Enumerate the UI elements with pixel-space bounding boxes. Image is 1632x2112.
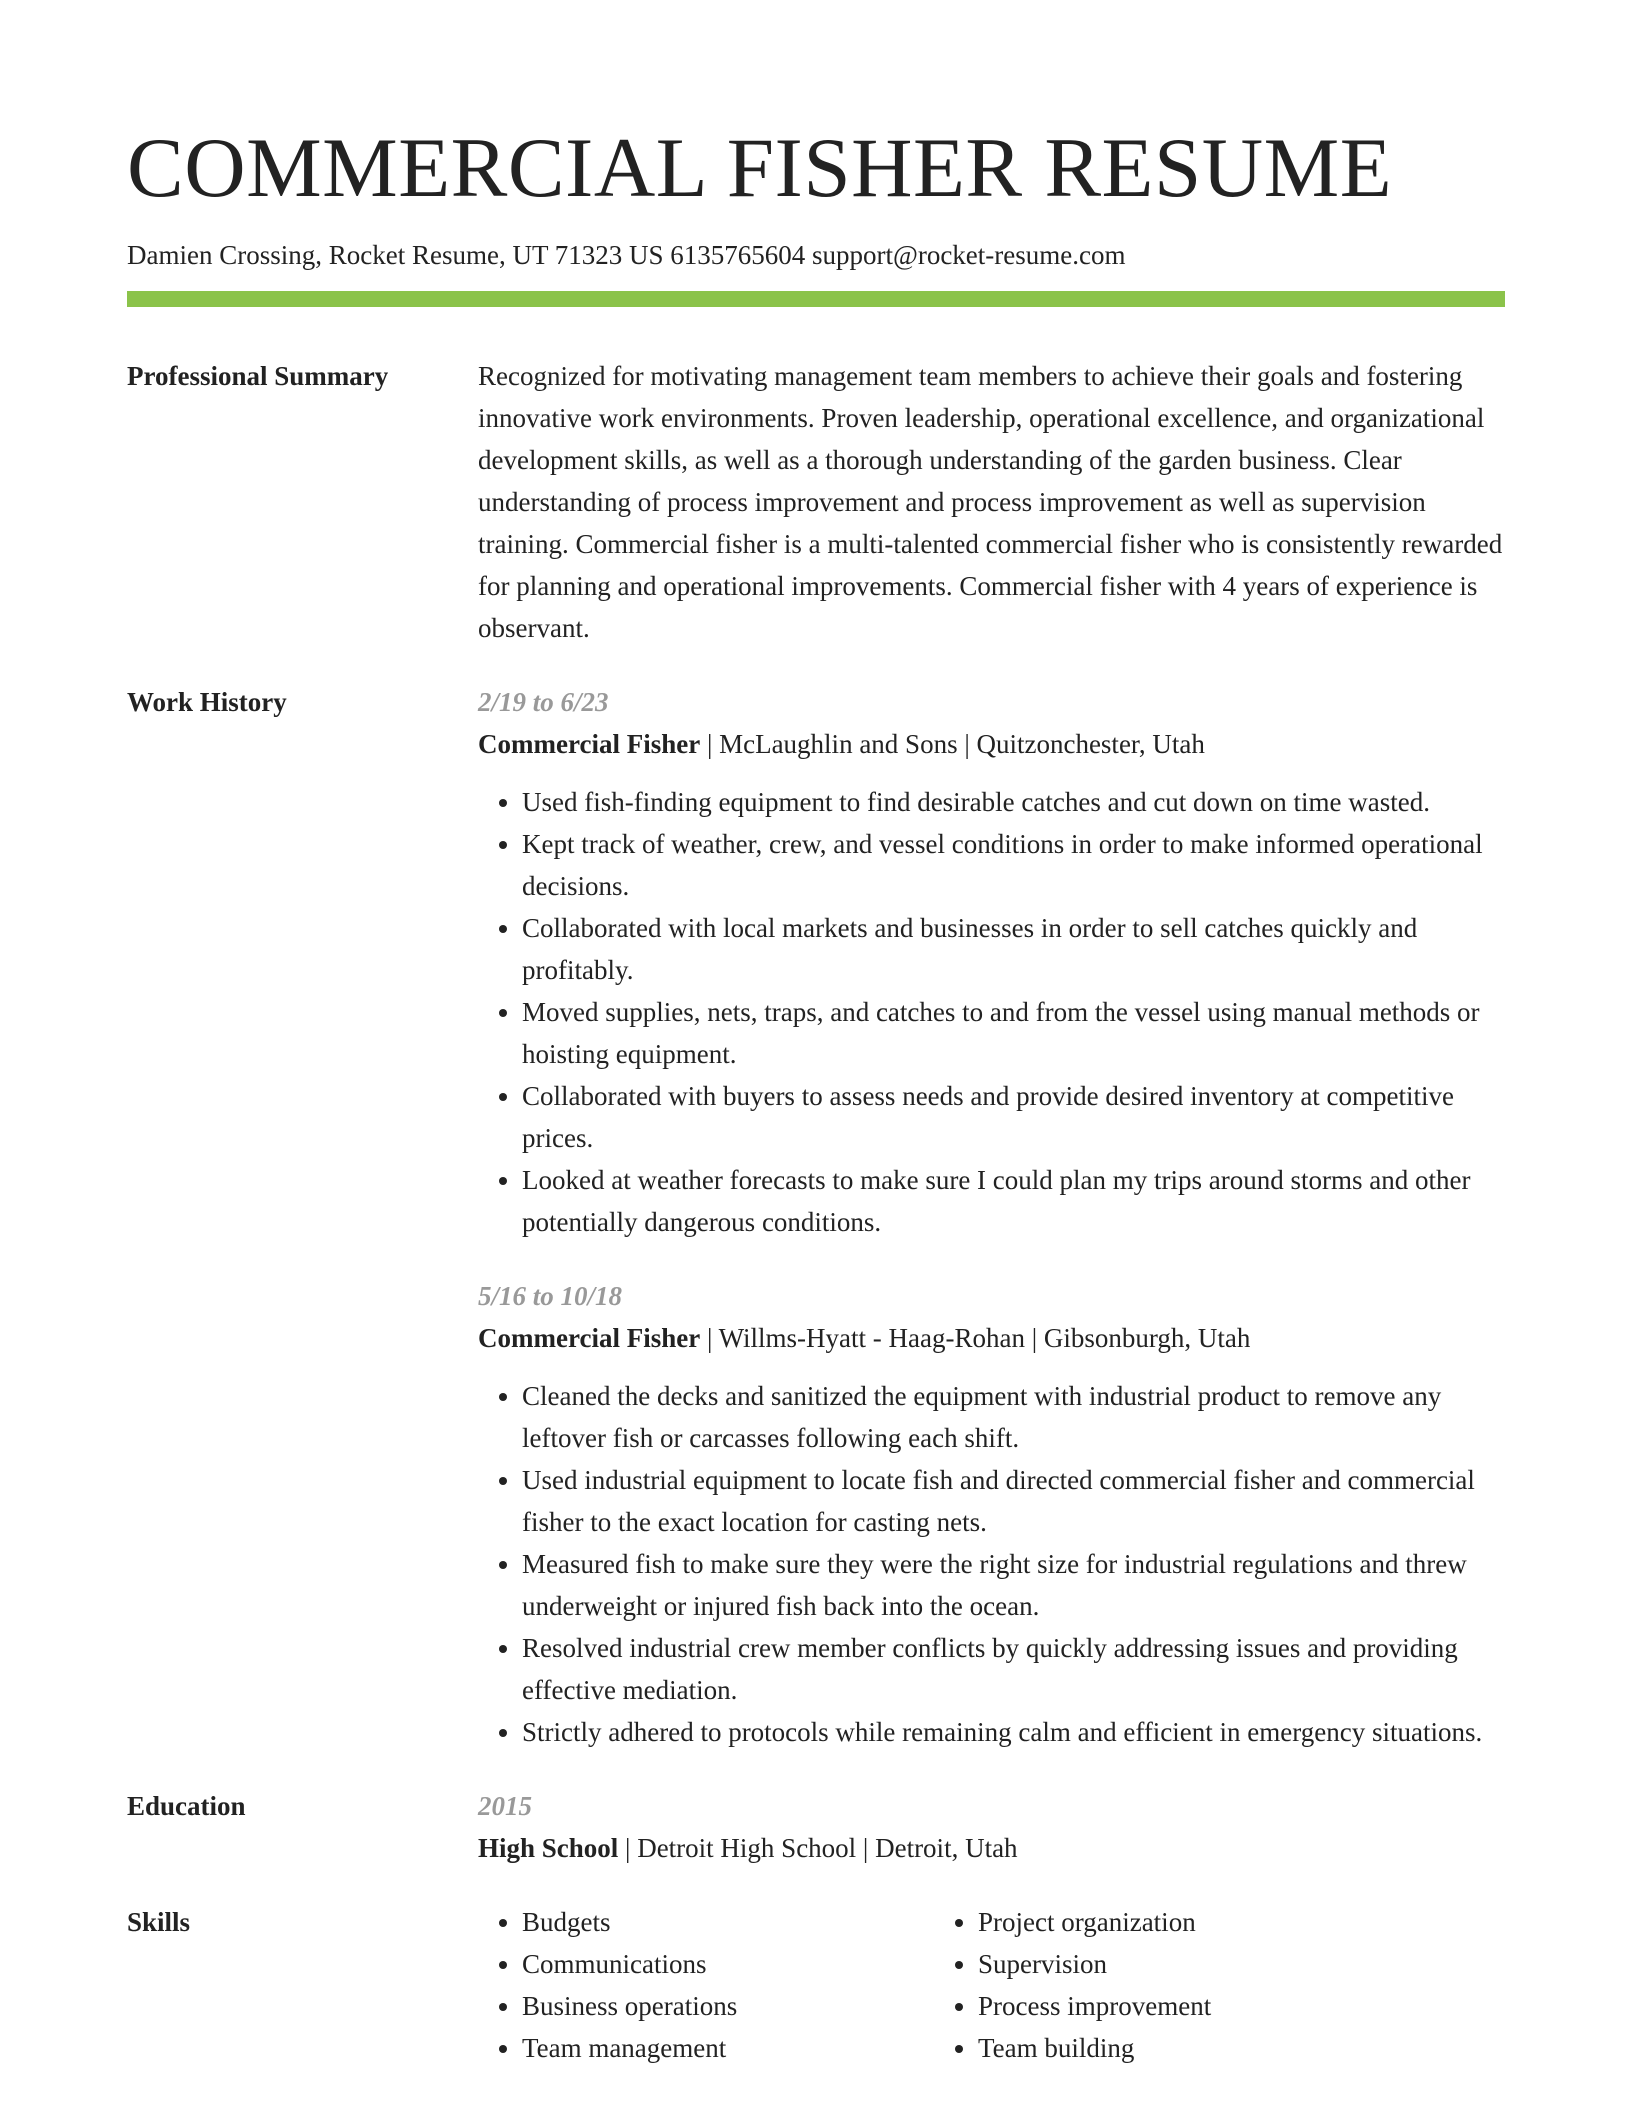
work-history-body [478, 681, 1505, 1753]
contact-line [127, 238, 1505, 272]
resume-title: COMMERCIAL FISHER RESUME [127, 121, 1393, 215]
list-item: • Collaborated with buyers to assess needs and provide desired inventory at competitive prices. [522, 1075, 1505, 1159]
education-line [478, 1827, 1505, 1869]
work-history-section [127, 681, 1505, 1753]
list-item: • Used industrial equipment to locate fish and directed commercial fisher and commercial fisher to the exact location for casting nets. [522, 1459, 1505, 1543]
job-title-line [478, 723, 1505, 765]
list-item: • Collaborated with local markets and businesses in order to sell catches quickly and profitably. [522, 907, 1505, 991]
list-item: • Project organization [978, 1901, 1211, 1943]
list-item: • Process improvement [978, 1985, 1211, 2027]
education-heading: Education [127, 1791, 246, 1821]
list-item: • Business operations [522, 1985, 934, 2027]
work-history-heading: Work History [127, 687, 287, 717]
list-item: • Team management [522, 2027, 934, 2069]
list-item: • Measured fish to make sure they were the right size for industrial regulations and threw underweight or injured fish back into the ocean. [522, 1543, 1505, 1627]
job-role: Commercial Fisher [478, 729, 701, 759]
summary-text: Recognized for motivating management team members to achieve their goals and fostering innovative work environments. Proven leadership, operational excellence, and organizational development skills, as well as a thorough understanding of the garden business. Clear understanding of process improvement and process improvement as well as supervision training. Commercial fisher is a multi-talented commercial fisher who is consistently rewarded for planning and operational improvements. Commercial fisher with 4 years of experience is observant. [478, 361, 1503, 643]
contact-address: Damien Crossing, Rocket Resume, UT 71323 US [127, 240, 664, 270]
education-body [478, 1785, 1505, 1869]
job-details: | Willms-Hyatt - Haag-Rohan | Gibsonburgh, Utah [700, 1323, 1251, 1353]
job-dates: 5/16 to 10/18 [478, 1281, 623, 1311]
job-details: | McLaughlin and Sons | Quitzonchester, Utah [700, 729, 1205, 759]
job-bullets [478, 1375, 1505, 1753]
education-section [127, 1785, 1505, 1869]
contact-phone: 6135765604 [670, 240, 806, 270]
list-item: • Budgets [522, 1901, 934, 1943]
summary-body [478, 355, 1505, 649]
list-item: • Used fish-finding equipment to find desirable catches and cut down on time wasted. [522, 781, 1505, 823]
contact-email: support@rocket-resume.com [811, 240, 1126, 270]
list-item: • Team building [978, 2027, 1211, 2069]
job-entry [478, 1275, 1505, 1753]
job-role: Commercial Fisher [478, 1323, 701, 1353]
skills-columns [478, 1901, 1505, 2069]
skills-section [127, 1901, 1505, 2069]
list-item: • Strictly adhered to protocols while remaining calm and efficient in emergency situations. [522, 1711, 1505, 1753]
education-details: | Detroit High School | Detroit, Utah [618, 1833, 1018, 1863]
summary-section [127, 355, 1505, 649]
job-title-line [478, 1317, 1505, 1359]
education-degree: High School [478, 1833, 619, 1863]
skills-body [478, 1901, 1505, 2069]
list-item: • Supervision [978, 1943, 1211, 1985]
skills-list-right [934, 1901, 1211, 2069]
list-item: • Looked at weather forecasts to make sure I could plan my trips around storms and other potentially dangerous conditions. [522, 1159, 1505, 1243]
job-dates: 2/19 to 6/23 [478, 687, 609, 717]
list-item: • Resolved industrial crew member conflicts by quickly addressing issues and providing effective mediation. [522, 1627, 1505, 1711]
list-item: • Cleaned the decks and sanitized the equipment with industrial product to remove any leftover fish or carcasses following each shift. [522, 1375, 1505, 1459]
job-entry [478, 681, 1505, 1243]
list-item: • Moved supplies, nets, traps, and catches to and from the vessel using manual methods or hoisting equipment. [522, 991, 1505, 1075]
skills-heading: Skills [127, 1907, 191, 1937]
list-item: • Communications [522, 1943, 934, 1985]
summary-heading: Professional Summary [127, 361, 389, 391]
job-bullets [478, 781, 1505, 1243]
header-divider [127, 291, 1505, 307]
skills-list-left [478, 1901, 934, 2069]
education-year: 2015 [478, 1791, 532, 1821]
list-item: • Kept track of weather, crew, and vessel conditions in order to make informed operational decisions. [522, 823, 1505, 907]
